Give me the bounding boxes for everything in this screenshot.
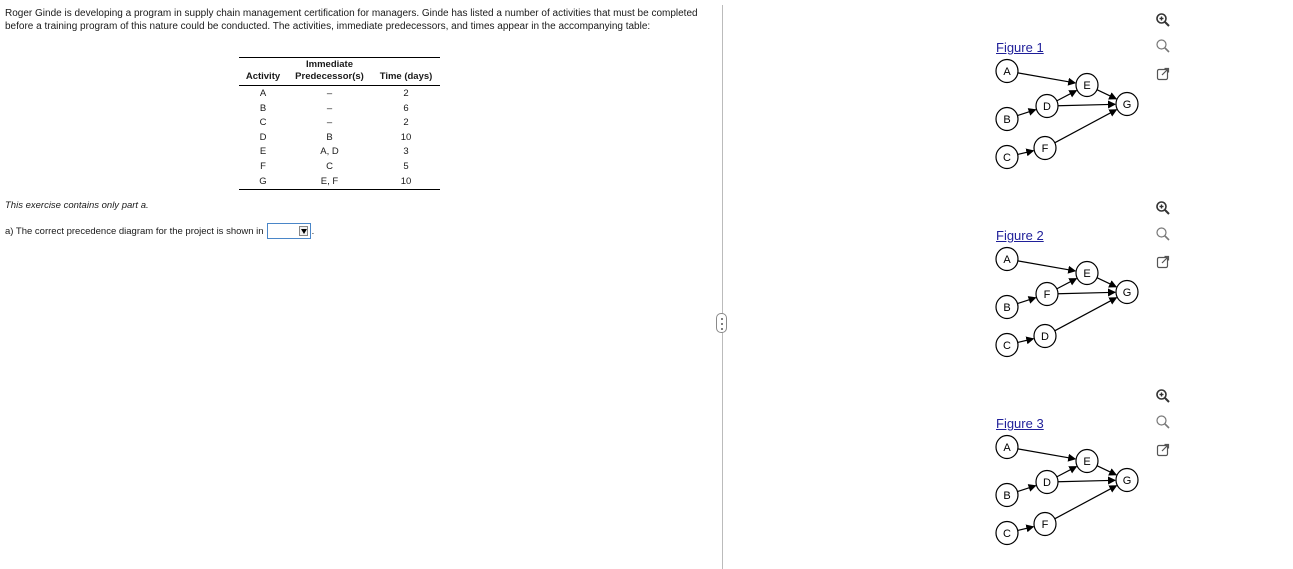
cell-time: 2 (403, 88, 409, 99)
diagram-node-label: F (1043, 289, 1051, 301)
cell-activity: F (260, 160, 266, 172)
diagram-node (1034, 325, 1056, 348)
open-in-new-window-icon[interactable] (1155, 442, 1171, 458)
diagram-node-label: G (1122, 99, 1132, 111)
header-activity: Activity (239, 58, 287, 86)
zoom-in-icon[interactable] (1155, 12, 1171, 28)
diagram-node (996, 436, 1018, 459)
part-note: This exercise contains only part a. (5, 200, 149, 211)
figure-3-diagram (990, 416, 1150, 556)
grip-dot (721, 328, 723, 330)
diagram-edge (1018, 339, 1034, 343)
cell-pred: – (326, 117, 333, 129)
diagram-edge (1017, 486, 1035, 492)
diagram-node (996, 60, 1018, 83)
diagram-node (1076, 450, 1098, 473)
diagram-edge (1017, 298, 1035, 304)
cell-time: 10 (400, 131, 412, 143)
question-text: Roger Ginde is developing a program in supply chain management certification for managers. Ginde has listed a number of activities that must be completed before a training program of this nature could be conducted. The activities, immediate predecessors, and times appear in the accompanying table: (5, 8, 698, 32)
cell-activity: D (259, 131, 267, 143)
header-pred-line1: Immediate (306, 59, 353, 70)
diagram-edge (1055, 298, 1117, 331)
figure-2 (990, 228, 1180, 368)
diagram-node-label: B (1003, 114, 1011, 126)
zoom-out-icon[interactable] (1155, 226, 1171, 242)
header-pred-line2: Predecessor(s) (295, 71, 364, 82)
diagram-node (1036, 471, 1058, 494)
answer-period: . (311, 225, 315, 237)
panel-resize-handle[interactable] (716, 313, 727, 333)
diagram-edge (1055, 486, 1117, 519)
figure-1-diagram (990, 40, 1150, 180)
diagram-edge (1018, 449, 1075, 459)
cell-pred: – (326, 102, 333, 114)
diagram-node (1034, 513, 1056, 536)
diagram-node (1076, 262, 1098, 285)
diagram-edge (1055, 110, 1117, 143)
diagram-node (996, 146, 1018, 169)
zoom-out-icon[interactable] (1155, 38, 1171, 54)
cell-pred: – (326, 88, 333, 99)
zoom-in-icon[interactable] (1155, 388, 1171, 404)
diagram-edge (1097, 278, 1116, 287)
diagram-node (1036, 283, 1058, 306)
figure-dropdown[interactable] (267, 223, 311, 239)
cell-activity: B (259, 102, 267, 114)
activity-table (239, 57, 440, 190)
figure-1-title[interactable]: Figure 1 (996, 40, 1044, 55)
diagram-node-label: G (1122, 287, 1132, 299)
diagram-node-label: D (1041, 331, 1049, 343)
diagram-node (996, 334, 1018, 357)
zoom-out-icon[interactable] (1155, 414, 1171, 430)
diagram-edge (1097, 466, 1116, 475)
diagram-node-label: E (1083, 80, 1091, 92)
panel-divider (722, 5, 723, 569)
diagram-node-label: B (1003, 302, 1011, 314)
cell-time: 6 (403, 102, 409, 114)
diagram-node-label: G (1122, 475, 1132, 487)
diagram-node (1116, 281, 1138, 304)
diagram-node-label: F (1041, 143, 1049, 155)
diagram-edge (1018, 261, 1075, 271)
diagram-edge (1058, 480, 1115, 481)
cell-pred: E, F (320, 175, 339, 187)
figure-1 (990, 40, 1180, 180)
diagram-node (1116, 93, 1138, 116)
table-row (239, 131, 440, 146)
diagram-edge (1018, 73, 1075, 83)
chevron-down-icon[interactable] (299, 226, 308, 236)
answer-line (5, 223, 314, 239)
table-row (239, 160, 440, 175)
diagram-edge (1018, 151, 1034, 155)
header-predecessors (287, 58, 372, 86)
diagram-node (996, 522, 1018, 545)
grip-dot (721, 323, 723, 325)
figure-3 (990, 416, 1180, 556)
diagram-edge (1057, 91, 1077, 101)
table-row (239, 175, 440, 190)
diagram-node (1076, 74, 1098, 97)
diagram-node-label: A (1003, 66, 1011, 78)
cell-activity: G (259, 175, 267, 187)
table-row (239, 86, 440, 102)
diagram-node-label: E (1083, 456, 1091, 468)
diagram-node-label: A (1003, 442, 1011, 454)
open-in-new-window-icon[interactable] (1155, 254, 1171, 270)
cell-pred: A, D (320, 146, 339, 158)
answer-prompt: a) The correct precedence diagram for the project is shown in (5, 225, 264, 237)
cell-time: 10 (400, 175, 412, 187)
diagram-node (1036, 95, 1058, 118)
figure-2-title[interactable]: Figure 2 (996, 228, 1044, 243)
diagram-edge (1017, 110, 1035, 116)
figure-3-title[interactable]: Figure 3 (996, 416, 1044, 431)
cell-time: 2 (403, 117, 409, 129)
diagram-node (1116, 469, 1138, 492)
diagram-node-label: B (1003, 490, 1011, 502)
diagram-node-label: A (1003, 254, 1011, 266)
open-in-new-window-icon[interactable] (1155, 66, 1171, 82)
cell-time: 3 (403, 146, 409, 158)
diagram-node-label: E (1083, 268, 1091, 280)
diagram-node-label: C (1003, 528, 1011, 540)
cell-activity: E (259, 146, 267, 158)
diagram-edge (1057, 467, 1077, 477)
cell-activity: A (259, 88, 267, 99)
diagram-node (996, 248, 1018, 271)
cell-activity: C (259, 117, 267, 129)
diagram-node-label: C (1003, 340, 1011, 352)
diagram-node-label: C (1003, 152, 1011, 164)
table-row (239, 102, 440, 117)
header-time: Time (days) (372, 58, 440, 86)
zoom-in-icon[interactable] (1155, 200, 1171, 216)
table-row (239, 145, 440, 160)
figure-2-diagram (990, 228, 1150, 368)
diagram-node-label: D (1043, 477, 1051, 489)
diagram-node (996, 108, 1018, 131)
table-row (239, 116, 440, 131)
diagram-node (1034, 137, 1056, 160)
diagram-node (996, 296, 1018, 319)
cell-pred: B (326, 131, 333, 143)
diagram-node (996, 484, 1018, 507)
cell-time: 5 (403, 160, 409, 172)
diagram-node-label: F (1041, 519, 1049, 531)
grip-dot (721, 318, 723, 320)
cell-pred: C (326, 160, 333, 172)
diagram-edge (1057, 279, 1077, 289)
diagram-edge (1018, 527, 1034, 531)
diagram-edge (1097, 90, 1116, 99)
diagram-edge (1058, 104, 1115, 105)
diagram-node-label: D (1043, 101, 1051, 113)
diagram-edge (1058, 292, 1115, 293)
